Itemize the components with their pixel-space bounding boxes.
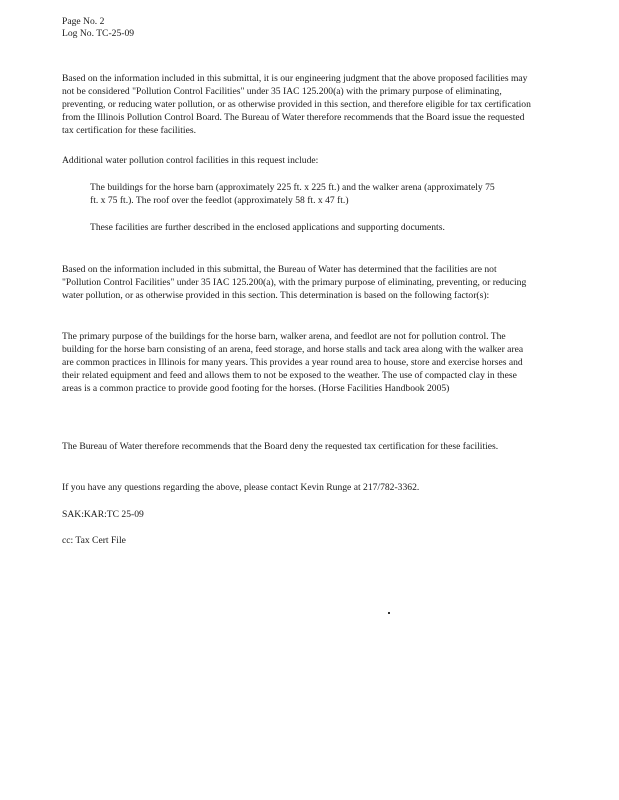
reference-initials: SAK:KAR:TC 25-09 <box>62 509 144 520</box>
paragraph-facility-description: These facilities are further described in the enclosed applications and supporting documents. <box>90 222 445 233</box>
log-number: Log No. TC-25-09 <box>62 28 135 39</box>
cc-line: cc: Tax Cert File <box>62 535 126 546</box>
paragraph-additional-facilities: Additional water pollution control facilities in this request include: <box>62 155 319 166</box>
paragraph-facility-list: The buildings for the horse barn (approximately 225 ft. x 225 ft.) and the walker arena (approximately 75 ft. x 75 ft.). The roof over the feedlot (approximately 58 ft. x 47 ft.) <box>90 182 495 207</box>
paragraph-determination: Based on the information included in this submittal, the Bureau of Water has determined that the facilities are not "Pollution Control Facilities" under 35 IAC 125.200(a), with the primary purpose of eliminating, preventing, or reducing water pollution, or as otherwise provided in this section. This determination is based on the following factor(s): <box>62 264 527 302</box>
paragraph-primary-purpose: The primary purpose of the buildings for the horse barn, walker arena, and feedlot are not for pollution control. The building for the horse barn consisting of an arena, feed storage, and horse stalls and tack area along with the walker area are common practices in Illinois for many years. This provides a year round area to house, store and exercise horses and their related equipment and feed and allows them to not be exposed to the weather. The use of compacted clay in these areas is a common practice to provide good footing for the horses. (Horse Facilities Handbook 2005) <box>62 331 524 395</box>
paragraph-contact: If you have any questions regarding the above, please contact Kevin Runge at 217/782-3362. <box>62 482 420 493</box>
page-header <box>62 16 362 40</box>
paragraph-engineering-judgment: Based on the information included in this submittal, it is our engineering judgment that the above proposed facilities may not be considered "Pollution Control Facilities" under 35 IAC 125.200(a) with the primary purpose of eliminating, preventing, or reducing water pollution, or as otherwise provided in this section, and therefore eligible for tax certification from the Illinois Pollution Control Board. The Bureau of Water therefore recommends that the Board issue the requested tax certification for these facilities. <box>62 73 531 137</box>
paragraph-recommendation: The Bureau of Water therefore recommends that the Board deny the requested tax certification for these facilities. <box>62 441 499 452</box>
scan-speck <box>388 612 390 614</box>
page-number: Page No. 2 <box>62 16 105 27</box>
